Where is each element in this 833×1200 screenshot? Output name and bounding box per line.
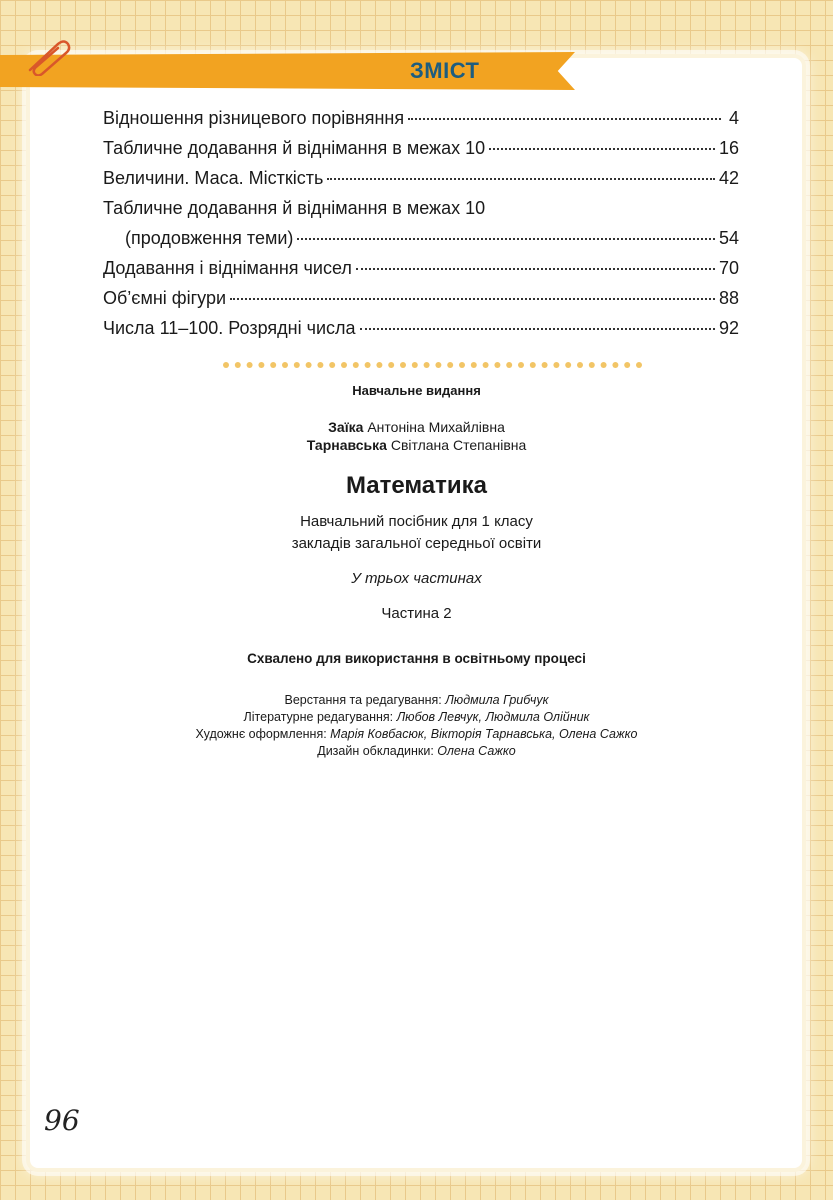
credit-names: Любов Левчук, Людмила Олійник bbox=[396, 710, 590, 724]
table-of-contents bbox=[103, 103, 739, 343]
divider-dot bbox=[577, 362, 583, 368]
divider-dot bbox=[435, 362, 441, 368]
divider-dot bbox=[294, 362, 300, 368]
credit-role: Літературне редагування: bbox=[243, 710, 397, 724]
divider-dot bbox=[601, 362, 607, 368]
divider-dot bbox=[306, 362, 312, 368]
divider-dot bbox=[400, 362, 406, 368]
divider-dot bbox=[447, 362, 453, 368]
divider-dot bbox=[282, 362, 288, 368]
toc-item[interactable] bbox=[103, 163, 739, 193]
divider-dot bbox=[247, 362, 253, 368]
toc-item-title: Відношення різницевого порівняння bbox=[103, 108, 405, 128]
dot-leader bbox=[297, 220, 715, 240]
divider-dot bbox=[270, 362, 276, 368]
divider-dot bbox=[624, 362, 630, 368]
toc-item-title: Величини. Маса. Місткість bbox=[103, 168, 324, 188]
credit-names: Марія Ковбасюк, Вікторія Тарнавська, Олена Сажко bbox=[330, 727, 638, 741]
divider-dot bbox=[636, 362, 642, 368]
author-surname: Заїка bbox=[328, 419, 364, 435]
dot-leader bbox=[489, 130, 715, 150]
divider-dot bbox=[553, 362, 559, 368]
divider-dot bbox=[483, 362, 489, 368]
dot-leader bbox=[360, 310, 715, 330]
credit-names: Олена Сажко bbox=[437, 744, 516, 758]
divider-dot bbox=[376, 362, 382, 368]
divider-dot bbox=[589, 362, 595, 368]
author-surname: Тарнавська bbox=[306, 437, 387, 453]
divider-dot bbox=[388, 362, 394, 368]
toc-item-page: 16 bbox=[718, 138, 739, 158]
book-subtitle: закладів загальної середньої освіти bbox=[291, 535, 542, 552]
divider-dot bbox=[471, 362, 477, 368]
divider-dot bbox=[329, 362, 335, 368]
author-given-names: Світлана Степанівна bbox=[386, 437, 527, 453]
divider-dot bbox=[235, 362, 241, 368]
toc-item-page: 4 bbox=[728, 108, 739, 128]
divider-dot bbox=[542, 362, 548, 368]
credit-role: Верстання та редагування: bbox=[284, 693, 446, 707]
toc-item-title: Додавання і віднімання чисел bbox=[103, 258, 352, 278]
credit-line bbox=[0, 727, 833, 741]
divider-dot bbox=[258, 362, 264, 368]
toc-item[interactable] bbox=[103, 313, 739, 343]
divider-dot bbox=[459, 362, 465, 368]
author-line bbox=[0, 437, 833, 453]
dot-leader bbox=[327, 160, 715, 180]
contents-title: ЗМІСТ bbox=[410, 58, 480, 83]
credit-names: Людмила Грибчук bbox=[445, 693, 549, 707]
divider-dot bbox=[506, 362, 512, 368]
divider-dot bbox=[530, 362, 536, 368]
toc-item-page: 42 bbox=[718, 168, 739, 188]
credit-line bbox=[0, 693, 833, 707]
toc-item-page: 70 bbox=[718, 258, 739, 278]
toc-item[interactable] bbox=[103, 133, 739, 163]
divider-dot bbox=[565, 362, 571, 368]
divider-dot bbox=[317, 362, 323, 368]
parts-note: У трьох частинах bbox=[351, 570, 482, 587]
toc-item-page: 54 bbox=[718, 228, 739, 248]
toc-item-title: (продовження теми) bbox=[125, 228, 294, 248]
toc-item-page: 92 bbox=[718, 318, 739, 338]
dotted-divider bbox=[222, 360, 642, 370]
toc-item[interactable] bbox=[103, 193, 739, 223]
toc-item-title: Числа 11–100. Розрядні числа bbox=[103, 318, 356, 338]
divider-dot bbox=[341, 362, 347, 368]
toc-item-title: Табличне додавання й віднімання в межах 10 bbox=[103, 138, 486, 158]
dot-leader bbox=[230, 280, 715, 300]
credit-role: Художнє оформлення: bbox=[195, 727, 331, 741]
divider-dot bbox=[424, 362, 430, 368]
toc-item-title: Табличне додавання й віднімання в межах 10 bbox=[103, 198, 486, 218]
credit-role: Дизайн обкладинки: bbox=[317, 744, 438, 758]
divider-dot bbox=[223, 362, 229, 368]
edition-type: Навчальне видання bbox=[352, 383, 481, 398]
toc-item[interactable] bbox=[103, 253, 739, 283]
divider-dot bbox=[612, 362, 618, 368]
approval-note: Схвалено для використання в освітньому процесі bbox=[247, 651, 586, 666]
dot-leader bbox=[356, 250, 715, 270]
toc-item-page: 88 bbox=[718, 288, 739, 308]
divider-dot bbox=[353, 362, 359, 368]
dot-leader bbox=[408, 100, 721, 120]
toc-item[interactable] bbox=[103, 103, 739, 133]
part-number: Частина 2 bbox=[381, 605, 452, 622]
credit-line bbox=[0, 710, 833, 724]
divider-dot bbox=[412, 362, 418, 368]
divider-dot bbox=[365, 362, 371, 368]
divider-dot bbox=[518, 362, 524, 368]
divider-dot bbox=[494, 362, 500, 368]
author-line bbox=[0, 419, 833, 435]
paperclip-icon bbox=[22, 36, 72, 76]
toc-item-title: Об’ємні фігури bbox=[103, 288, 227, 308]
author-given-names: Антоніна Михайлівна bbox=[363, 419, 505, 435]
page-number: 96 bbox=[44, 1104, 80, 1137]
credit-line bbox=[0, 744, 833, 758]
book-subtitle: Навчальний посібник для 1 класу bbox=[300, 513, 533, 530]
contents-banner bbox=[0, 52, 575, 90]
toc-item[interactable] bbox=[103, 283, 739, 313]
book-title: Математика bbox=[345, 472, 488, 499]
toc-item[interactable] bbox=[103, 223, 739, 253]
